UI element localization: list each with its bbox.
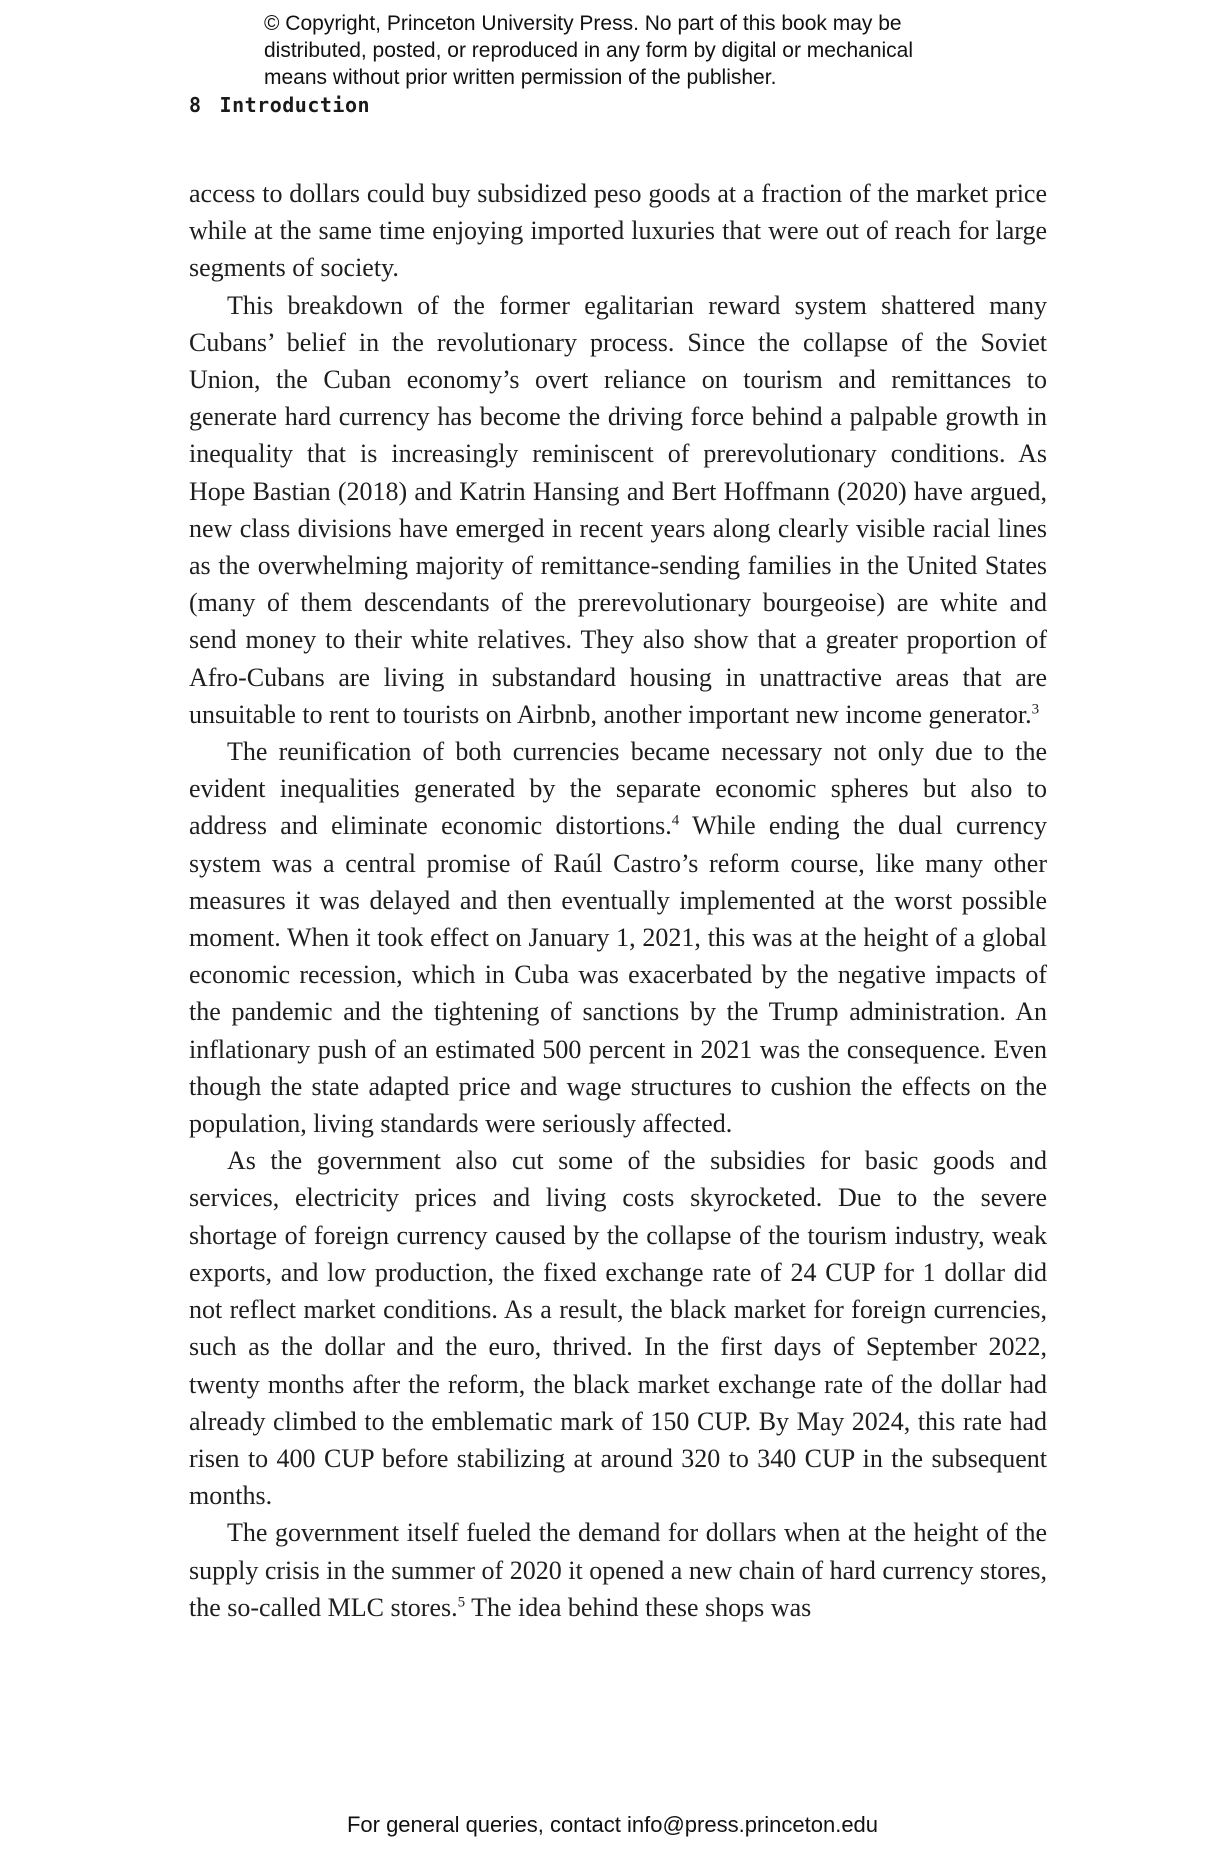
- footer-contact: For general queries, contact info@press.princeton.edu: [346, 1812, 879, 1837]
- copyright-notice: [264, 10, 984, 91]
- paragraph-text: The government itself fueled the demand for dollars when at the height of the supply crisis in the summer of 2020 it opened a new chain of hard currency stores, the so-called MLC stores.: [189, 1518, 1047, 1622]
- page-number: 8: [189, 93, 202, 117]
- paragraph: access to dollars could buy subsidized peso goods at a fraction of the market price while at the same time enjoying imported luxuries that were out of reach for large segments of society.: [189, 179, 1047, 283]
- paragraph-text: The reunification of both currencies became necessary not only due to the evident inequalities generated by the separate economic spheres but also to address and eliminate economic distortions.: [189, 737, 1047, 841]
- running-head: [189, 93, 370, 117]
- paragraph: [189, 1514, 1047, 1626]
- section-title: Introduction: [219, 93, 371, 117]
- body-text: [189, 175, 1047, 1626]
- copyright-line: means without prior written permission of the publisher.: [264, 66, 777, 89]
- paragraph-text: The idea behind these shops was: [465, 1592, 812, 1622]
- paragraph: As the government also cut some of the subsidies for basic goods and services, electricity prices and living costs skyrocketed. Due to the severe shortage of foreign currency caused by the collapse of the tourism industry, weak exports, and low production, the fixed exchange rate of 24 CUP for 1 dollar did not reflect market conditions. As a result, the black market for foreign currencies, such as the dollar and the euro, thrived. In the first days of September 2022, twenty months after the reform, the black market exchange rate of the dollar had already climbed to the emblematic mark of 150 CUP. By May 2024, this rate had risen to 400 CUP before stabilizing at around 320 to 340 CUP in the subsequent months.: [189, 1146, 1047, 1511]
- footnote-ref: 4: [671, 812, 680, 829]
- paragraph-text: While ending the dual currency system was a central promise of Raúl Castro’s reform course, like many other measures it was delayed and then eventually implemented at the worst possible moment. When it took effect on January 1, 2021, this was at the height of a global economic recession, which in Cuba was exacerbated by the negative impacts of the pandemic and the tightening of sanctions by the Trump administration. An inflationary push of an estimated 500 percent in 2021 was the consequence. Even though the state adapted price and wage structures to cushion the effects on the population, living standards were seriously affected.: [189, 811, 1047, 1139]
- copyright-line: distributed, posted, or reproduced in any form by digital or mechanical: [264, 39, 914, 62]
- paragraph-text: This breakdown of the former egalitarian reward system shattered many Cubans’ belief in the revolutionary process. Since the collapse of the Soviet Union, the Cuban economy’s overt reliance on tourism and remittances to generate hard currency has become the driving force behind a palpable growth in inequality that is increasingly reminiscent of prerevolutionary conditions. As Hope Bastian (2018) and Katrin Hansing and Bert Hoffmann (2020) have argued, new class divisions have emerged in recent years along clearly visible racial lines as the overwhelming majority of remittance-sending families in the United States (many of them descendants of the prerevolutionary bourgeoise) are white and send money to their white relatives. They also show that a greater proportion of Afro-Cubans are living in substandard housing in unattractive areas that are unsuitable to rent to tourists on Airbnb, another important new income generator.: [189, 290, 1047, 729]
- paragraph: [189, 733, 1047, 1142]
- copyright-line: © Copyright, Princeton University Press. No part of this book may be: [264, 12, 902, 35]
- footnote-ref: 5: [457, 1594, 466, 1611]
- footnote-ref: 3: [1031, 701, 1040, 718]
- paragraph: [189, 287, 1047, 733]
